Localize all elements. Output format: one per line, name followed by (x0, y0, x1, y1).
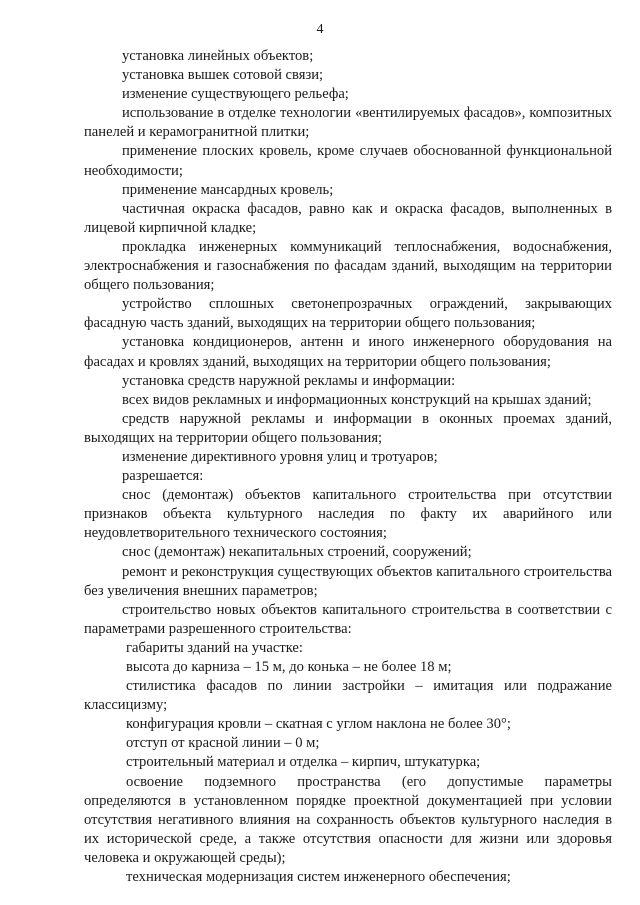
paragraph: устройство сплошных светонепрозрачных ограждений, закрывающих фасадную часть зданий, выходящих на территории общего пользования; (84, 296, 612, 332)
paragraph: конфигурация кровли – скатная с углом наклона не более 30°; (126, 716, 511, 733)
paragraph: изменение существующего рельефа; (122, 86, 349, 103)
paragraph: изменение директивного уровня улиц и тротуаров; (122, 448, 438, 465)
paragraph: снос (демонтаж) некапитальных строений, сооружений; (122, 544, 472, 561)
paragraph: высота до карниза – 15 м, до конька – не более 18 м; (126, 659, 452, 675)
paragraph: техническая модернизация систем инженерного обеспечения; (126, 869, 511, 886)
paragraph: габариты зданий на участке: (126, 639, 303, 656)
paragraph: установка кондиционеров, антенн и иного инженерного оборудования на фасадах и кровлях зданий, выходящих на территории общего пользования; (84, 334, 612, 370)
paragraph: применение плоских кровель, кроме случаев обоснованной функциональной необходимости; (84, 143, 612, 179)
paragraph: разрешается: (122, 468, 204, 485)
paragraph: частичная окраска фасадов, равно как и окраска фасадов, выполненных в лицевой кирпичной кладке; (84, 200, 612, 236)
paragraph: установка линейных объектов; (122, 48, 314, 64)
paragraph: всех видов рекламных и информационных конструкций на крышах зданий; (122, 391, 592, 408)
paragraph: строительный материал и отделка – кирпич, штукатурка; (126, 754, 481, 771)
paragraph: установка вышек сотовой связи; (122, 67, 324, 84)
paragraph: прокладка инженерных коммуникаций теплоснабжения, водоснабжения, электроснабжения и газоснабжения по фасадам зданий, выходящим на территории общего пользования; (84, 238, 612, 294)
paragraph: установка средств наружной рекламы и информации: (122, 372, 456, 389)
paragraph: стилистика фасадов по линии застройки – имитация или подражание классицизму; (84, 678, 612, 714)
paragraph: применение мансардных кровель; (122, 181, 334, 198)
paragraph: ремонт и реконструкция существующих объектов капитального строительства без увеличения внешних параметров; (84, 563, 612, 599)
document-body (84, 47, 612, 887)
paragraph: снос (демонтаж) объектов капитального строительства при отсутствии признаков объекта культурного наследия по факту их аварийного или неудовлетворительного технического состояния; (84, 487, 612, 542)
paragraph: средств наружной рекламы и информации в оконных проемах зданий, выходящих на территории общего пользования; (84, 410, 612, 446)
paragraph: отступ от красной линии – 0 м; (126, 735, 320, 752)
paragraph: освоение подземного пространства (его допустимые параметры определяются в установленном порядке проектной документацией при условии отсутствия негативного влияния на сохранность объектов культурного наследия в их исторической среде, а также отсутствия опасности для жизни или здоровья человека и окружающей среды); (84, 773, 612, 866)
page-number: 4 (316, 22, 324, 37)
paragraph: использование в отделке технологии «вентилируемых фасадов», композитных панелей и керамогранитной плитки; (84, 105, 612, 141)
paragraph: строительство новых объектов капитального строительства в соответствии с параметрами разрешенного строительства: (84, 601, 612, 637)
